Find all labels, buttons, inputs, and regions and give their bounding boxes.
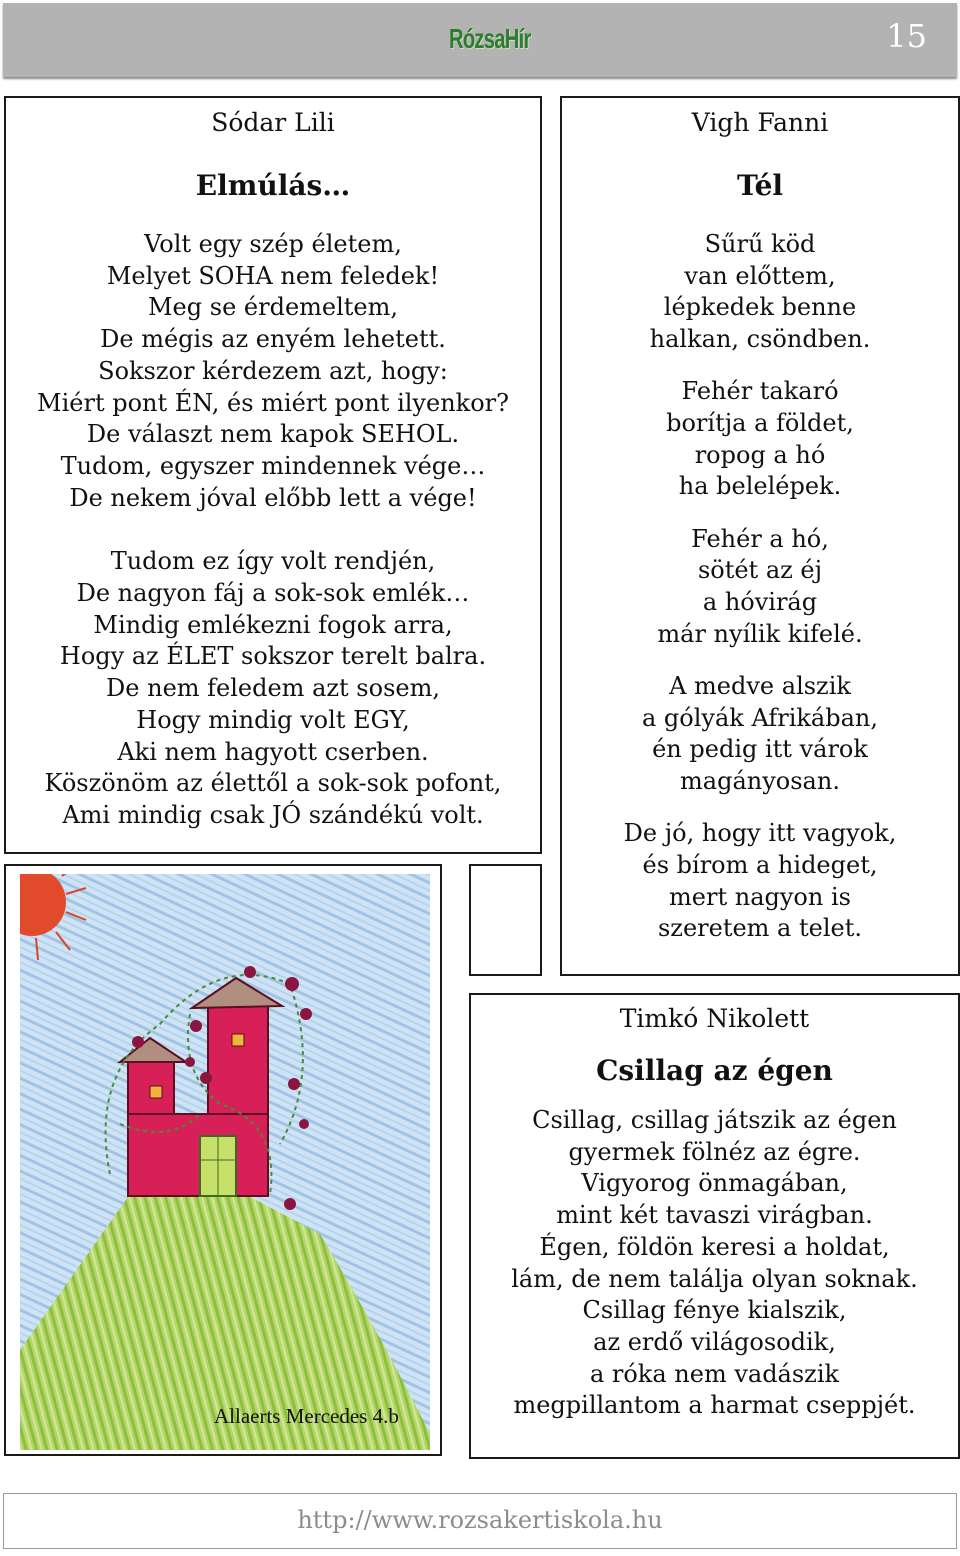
poem-line: A medve alszik xyxy=(669,671,851,700)
poem-author: Sódar Lili xyxy=(211,108,335,137)
poem-line: Csillag, csillag játszik az égen xyxy=(532,1106,897,1134)
poem-line: mert nagyon is xyxy=(669,882,851,911)
poem-line: Sűrű köd xyxy=(704,230,816,258)
poem-line: halkan, csöndben. xyxy=(649,325,871,354)
poem-line: Volt egy szép életem, xyxy=(144,230,402,258)
poem-line: ropog a hó xyxy=(694,440,826,469)
poem-body xyxy=(471,1105,958,1422)
poem-line: De nagyon fáj a sok-sok emlék… xyxy=(76,579,470,608)
poem-line: sötét az éj xyxy=(697,556,823,585)
poem-line: Miért pont ÉN, és miért pont ilyenkor? xyxy=(37,388,509,417)
poem-line: Csillag fénye kialszik, xyxy=(582,1296,847,1325)
poem-line: De nekem jóval előbb lett a vége! xyxy=(69,483,477,512)
poem-body xyxy=(562,229,958,945)
poem-line: Mindig emlékezni fogok arra, xyxy=(93,610,453,639)
poem-line: az erdő világosodik, xyxy=(593,1327,836,1356)
magazine-logo: RózsaHír xyxy=(449,23,531,54)
page-number: 15 xyxy=(886,17,927,55)
poem-line: De jó, hogy itt vagyok, xyxy=(623,819,897,848)
poem-line: Hogy az ÉLET sokszor terelt balra. xyxy=(59,642,487,671)
poem-stanza xyxy=(562,671,958,798)
poem-line: megpillantom a harmat cseppjét. xyxy=(513,1391,916,1420)
poem-author: Timkó Nikolett xyxy=(619,1004,810,1033)
poem-line: De választ nem kapok SEHOL. xyxy=(86,420,460,449)
school-website-link[interactable]: http://www.rozsakertiskola.hu xyxy=(297,1506,663,1534)
poem-box-left xyxy=(4,96,542,854)
poem-line: Ami mindig csak JÓ szándékú volt. xyxy=(62,800,484,829)
poem-line: már nyílik kifelé. xyxy=(657,619,863,648)
page-header xyxy=(3,3,957,77)
poem-body xyxy=(6,229,540,832)
poem-line: Köszönöm az élettől a sok-sok pofont, xyxy=(44,769,502,798)
poem-box-right xyxy=(560,96,960,976)
poem-line: Tudom, egyszer mindennek vége… xyxy=(60,451,486,480)
poem-line: Fehér takaró xyxy=(681,377,839,406)
child-drawing-castle xyxy=(20,874,430,1450)
poem-line: a hóvirág xyxy=(702,588,818,617)
page-footer xyxy=(3,1493,957,1549)
poem-line: én pedig itt várok xyxy=(652,735,868,764)
poem-line: De nem feledem azt sosem, xyxy=(106,674,440,703)
poem-line: Meg se érdemeltem, xyxy=(147,293,399,322)
poem-title: Elmúlás… xyxy=(195,169,351,202)
poem-line: és bírom a hideget, xyxy=(642,850,878,879)
poem-line: a róka nem vadászik xyxy=(589,1359,840,1388)
poem-line: ha belelépek. xyxy=(678,472,842,501)
poem-stanza xyxy=(562,818,958,945)
poem-line: borítja a földet, xyxy=(666,409,854,438)
poem-stanza xyxy=(6,229,540,514)
poem-stanza xyxy=(562,376,958,503)
poem-line: Melyet SOHA nem feledek! xyxy=(106,261,440,290)
poem-stanza xyxy=(562,229,958,356)
drawing-caption: Allaerts Mercedes 4.b xyxy=(214,1404,399,1428)
poem-line: Tudom ez így volt rendjén, xyxy=(110,547,436,576)
poem-line: magányosan. xyxy=(680,767,840,796)
poem-title: Csillag az égen xyxy=(596,1054,833,1087)
poem-line: lám, de nem találja olyan soknak. xyxy=(511,1264,918,1293)
poem-line: van előttem, xyxy=(684,261,836,290)
drawing-frame xyxy=(4,864,442,1456)
poem-line: mint két tavaszi virágban. xyxy=(556,1201,873,1230)
poem-line: a gólyák Afrikában, xyxy=(641,703,878,732)
poem-stanza xyxy=(471,1105,958,1422)
poem-line: gyermek fölnéz az égre. xyxy=(568,1137,861,1166)
poem-line: De mégis az enyém lehetett. xyxy=(100,325,446,354)
poem-line: lépkedek benne xyxy=(663,293,857,322)
poem-stanza xyxy=(562,524,958,651)
empty-frame xyxy=(469,864,542,976)
poem-line: Aki nem hagyott cserben. xyxy=(117,737,429,766)
poem-line: Fehér a hó, xyxy=(691,524,829,553)
poem-box-bottom xyxy=(469,993,960,1459)
poem-title: Tél xyxy=(736,169,784,202)
poem-line: Hogy mindig volt EGY, xyxy=(136,705,410,734)
poem-line: szeretem a telet. xyxy=(657,914,862,943)
poem-line: Égen, földön keresi a holdat, xyxy=(539,1232,890,1261)
poem-stanza xyxy=(6,546,540,831)
poem-line: Vigyorog önmagában, xyxy=(581,1169,848,1198)
poem-line: Sokszor kérdezem azt, hogy: xyxy=(98,356,448,385)
poem-author: Vigh Fanni xyxy=(691,108,829,137)
